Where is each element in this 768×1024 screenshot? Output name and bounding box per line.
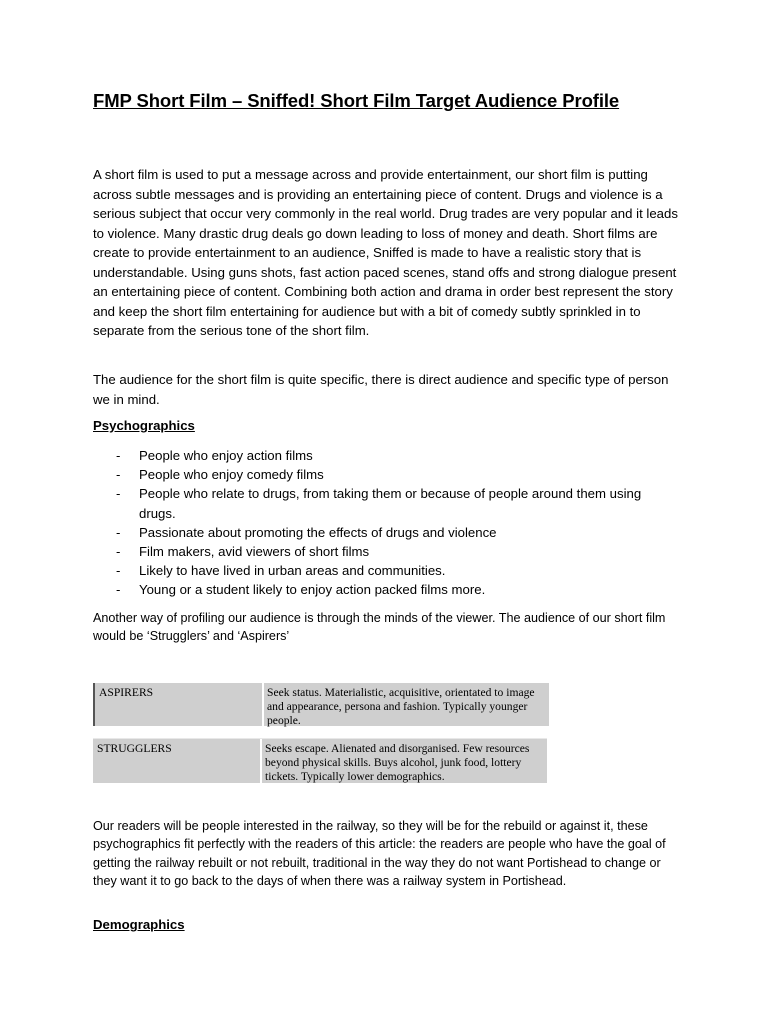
list-item bbox=[93, 446, 673, 465]
profiling-note: Another way of profiling our audience is through the minds of the viewer. The audience of our short film would be ‘Strugglers’ and ‘Aspirers’ bbox=[93, 611, 666, 644]
bullet-dash: - bbox=[116, 544, 121, 560]
list-item-text: Film makers, avid viewers of short films bbox=[139, 544, 370, 560]
list-item bbox=[93, 523, 673, 542]
list-item bbox=[93, 542, 673, 561]
list-item bbox=[93, 580, 673, 599]
readers-note: Our readers will be people interested in the railway, so they will be for the rebuild or against it, these psychographics fit perfectly with the readers of this article: the readers are people who have the goal of getting the railway rebuilt or not rebuilt, traditional in the way they do not want Portishead to change or they want it to go back to the days of when there was a railway system in Portishead. bbox=[93, 819, 666, 888]
demographics-heading: Demographics bbox=[93, 917, 185, 932]
list-item-text: Likely to have lived in urban areas and communities. bbox=[139, 563, 446, 579]
bullet-dash: - bbox=[116, 563, 121, 579]
list-item bbox=[93, 561, 673, 580]
list-item-text: People who relate to drugs, from taking them or because of people around them using drugs. bbox=[139, 486, 642, 521]
bullet-dash: - bbox=[116, 467, 121, 483]
bullet-dash: - bbox=[116, 448, 121, 463]
document-title: FMP Short Film – Sniffed! Short Film Target Audience Profile bbox=[93, 90, 620, 111]
list-item-text: Passionate about promoting the effects of drugs and violence bbox=[139, 524, 497, 540]
list-item bbox=[93, 465, 673, 484]
audience-paragraph: The audience for the short film is quite specific, there is direct audience and specific type of person we in mind. bbox=[93, 372, 669, 407]
bullet-dash: - bbox=[116, 486, 121, 502]
psychographics-heading: Psychographics bbox=[93, 418, 195, 433]
list-item-text: Young or a student likely to enjoy action packed films more. bbox=[139, 582, 486, 598]
segment-row-aspirers bbox=[93, 683, 549, 726]
list-item bbox=[93, 484, 673, 522]
segment-name: STRUGGLERS bbox=[97, 742, 172, 755]
segment-description: Seek status. Materialistic, acquisitive, orientated to image and appearance, persona and fashion. Typically younger people. bbox=[267, 686, 535, 727]
list-item-text: People who enjoy action films bbox=[139, 448, 313, 463]
list-item-text: People who enjoy comedy films bbox=[139, 467, 324, 483]
bullet-dash: - bbox=[116, 524, 121, 540]
segment-row-strugglers bbox=[93, 738, 547, 783]
psychographics-list bbox=[93, 446, 673, 600]
segment-name: ASPIRERS bbox=[99, 686, 154, 699]
segment-description: Seeks escape. Alienated and disorganised. Few resources beyond physical skills. Buys alcohol, junk food, lottery tickets. Typically lower demographics. bbox=[265, 742, 530, 783]
bullet-dash: - bbox=[116, 582, 121, 598]
intro-paragraph: A short film is used to put a message across and provide entertainment, our short film is putting across subtle messages and is providing an entertaining piece of content. Drugs and violence is a serious subject that occur very commonly in the real world. Drug trades are very popular and it leads to violence. Many drastic drug deals go down leading to loss of money and death. Short films are create to provide entertainment to an audience, Sniffed is made to have a realistic story that is understandable. Using guns shots, fast action paced scenes, stand offs and strong dialogue present an entertaining piece of content. Combining both action and drama in order best represent the story and keep the short film entertaining for audience but with a bit of comedy subtly sprinkled in to separate from the serious tone of the short film. bbox=[93, 167, 678, 338]
